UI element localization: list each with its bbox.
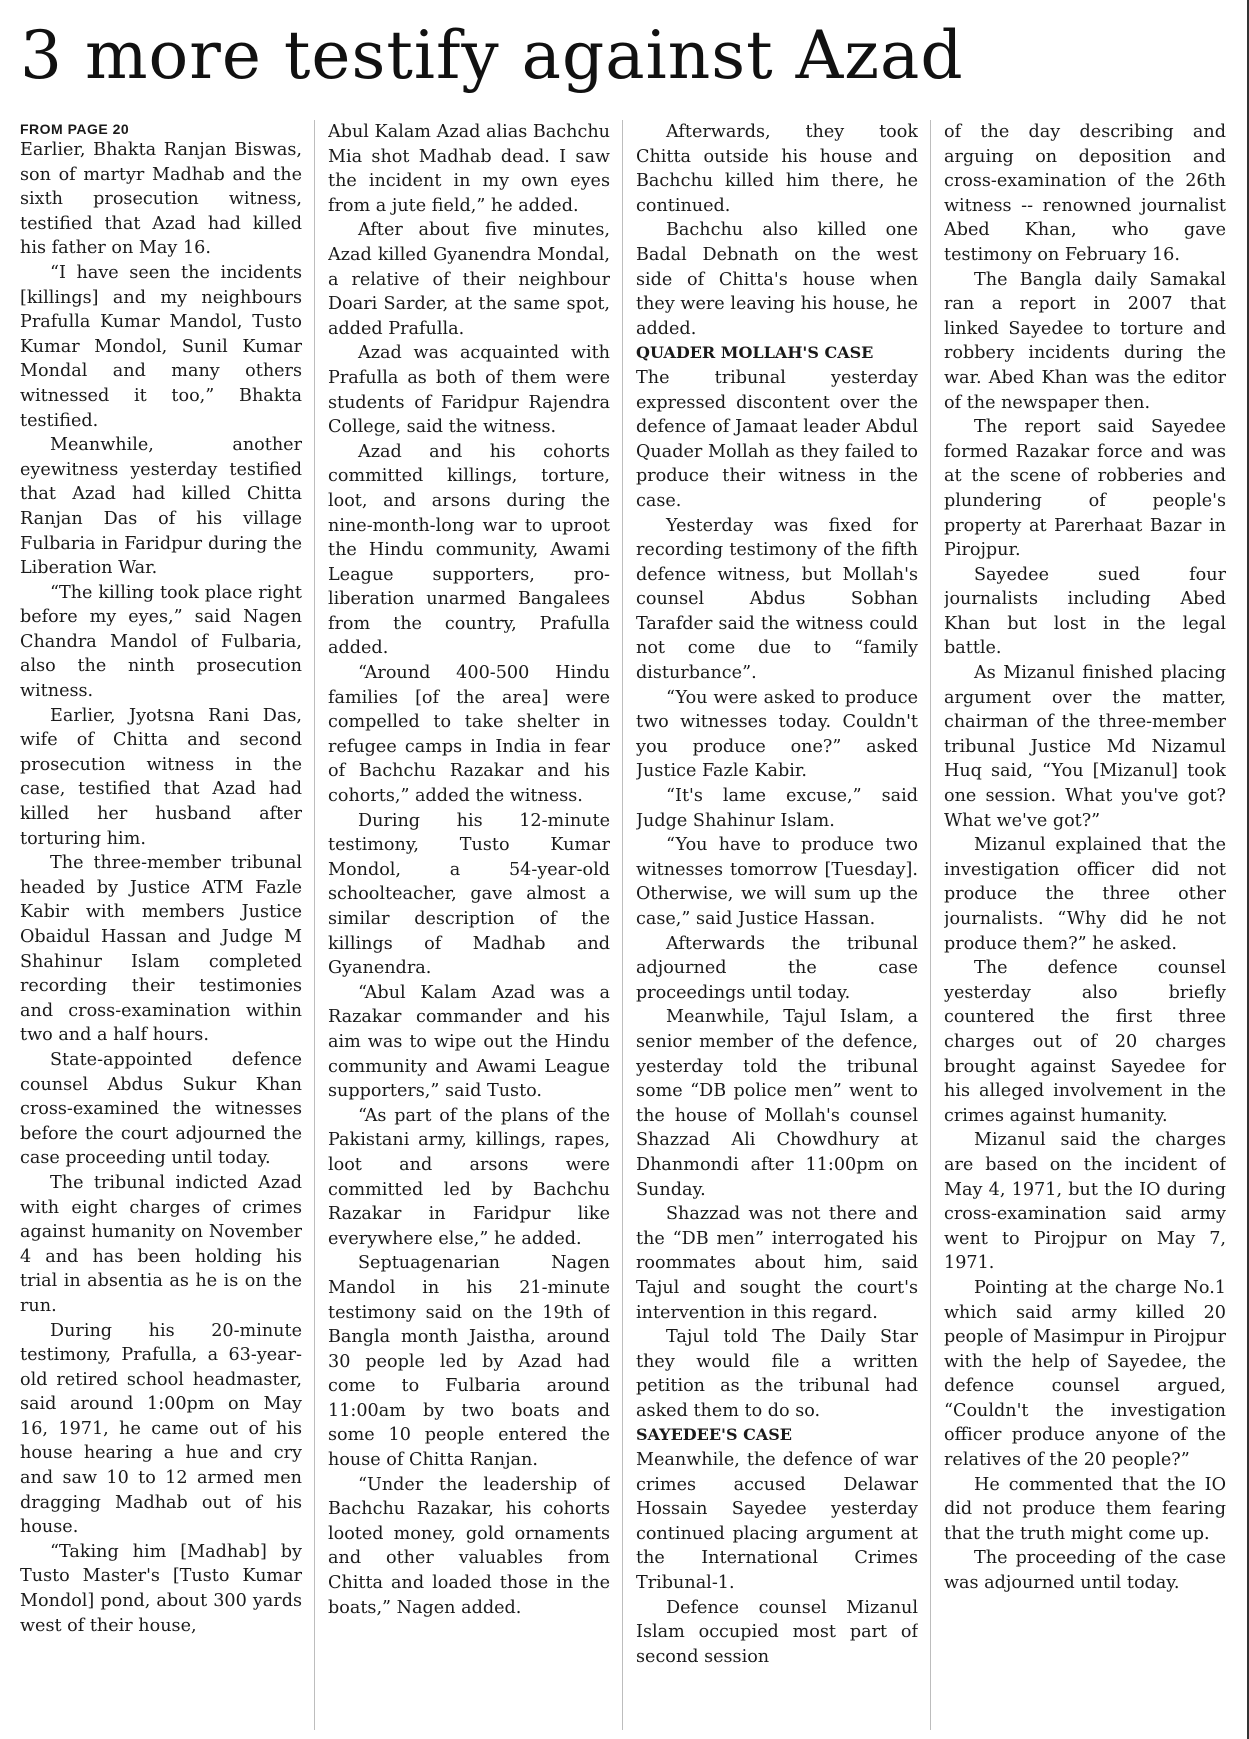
paragraph: “You have to produce two witnesses tomorrow [Tuesday]. Otherwise, we will sum up the case,” said Justice Hassan. (636, 835, 918, 929)
continuation-kicker: FROM PAGE 20 (20, 121, 130, 137)
article-column-1 (20, 120, 302, 1730)
paragraph: State-appointed defence counsel Abdus Sukur Khan cross-examined the witnesses before the court adjourned the case proceeding until today. (20, 1049, 302, 1169)
column-rule (622, 120, 623, 1730)
article-column-2 (328, 120, 610, 1730)
article-column-3 (636, 120, 918, 1730)
paragraph: “I have seen the incidents [killings] and my neighbours Prafulla Kumar Mandol, Tusto Kumar Mondol, Sunil Kumar Mondal and many others witnessed it too,” Bhakta testified. (20, 262, 302, 431)
paragraph: Meanwhile, another eyewitness yesterday testified that Azad had killed Chitta Ranjan Das of his village Fulbaria in Faridpur during the Liberation War. (20, 435, 302, 579)
paragraph: Yesterday was fixed for recording testimony of the fifth defence witness, but Mollah's counsel Abdus Sobhan Tarafder said the witness could not come due to “family disturbance”. (636, 515, 918, 684)
paragraph: Bachchu also killed one Badal Debnath on the west side of Chitta's house when they were leaving his house, he added. (636, 220, 918, 339)
paragraph: of the day describing and arguing on deposition and cross-examination of the 26th witness -- renowned journalist Abed Khan, who gave testimony on February 16. (944, 122, 1226, 265)
paragraph: Mizanul explained that the investigation officer did not produce the three other journalists. “Why did he not produce them?” he asked. (944, 835, 1226, 954)
paragraph: Azad and his cohorts committed killings, torture, loot, and arsons during the nine-month-long war to uproot the Hindu community, Awami League supporters, pro-liberation unarmed Bangalees from the country, Prafulla added. (328, 441, 610, 659)
paragraph: He commented that the IO did not produce them fearing that the truth might come up. (944, 1474, 1226, 1544)
paragraph: “As part of the plans of the Pakistani army, killings, rapes, loot and arsons were committed led by Bachchu Razakar in Faridpur like everywhere else,” he added. (328, 1105, 610, 1249)
paragraph: Earlier, Bhakta Ranjan Biswas, son of martyr Madhab and the sixth prosecution witness, testified that Azad had killed his father on May 16. (20, 140, 302, 259)
subhead-quader-mollah: QUADER MOLLAH'S CASE (636, 343, 874, 363)
paragraph: Tajul told The Daily Star they would file a written petition as the tribunal had asked them to do so. (636, 1327, 918, 1421)
paragraph: The proceeding of the case was adjourned until today. (944, 1548, 1226, 1594)
paragraph: The three-member tribunal headed by Justice ATM Fazle Kabir with members Justice Obaidul Hassan and Judge M Shahinur Islam completed recording their testimonies and cross-examination within two and a half hours. (20, 853, 302, 1046)
paragraph: “Abul Kalam Azad was a Razakar commander and his aim was to wipe out the Hindu community and Awami League supporters,” said Tusto. (328, 982, 610, 1102)
paragraph: The Bangla daily Samakal ran a report in 2007 that linked Sayedee to torture and robbery incidents during the war. Abed Khan was the editor of the newspaper then. (944, 269, 1226, 413)
paragraph: Sayedee sued four journalists including Abed Khan but lost in the legal battle. (944, 564, 1226, 659)
paragraph: “The killing took place right before my eyes,” said Nagen Chandra Mandol of Fulbaria, also the ninth prosecution witness. (20, 582, 302, 702)
paragraph: Azad was acquainted with Prafulla as both of them were students of Faridpur Rajendra College, said the witness. (328, 343, 610, 438)
paragraph: Septuagenarian Nagen Mandol in his 21-minute testimony said on the 19th of Bangla month Jaistha, around 30 people led by Azad had come to Fulbaria around 11:00am by two boats and some 10 people entered the house of Chitta Ranjan. (328, 1253, 610, 1471)
paragraph: “Taking him [Madhab] by Tusto Master's [Tusto Kumar Mondol] pond, about 300 yards west of their house, (20, 1541, 302, 1636)
paragraph: Afterwards, they took Chitta outside his house and Bachchu killed him there, he continued. (636, 122, 918, 216)
paragraph: During his 12-minute testimony, Tusto Kumar Mondol, a 54-year-old schoolteacher, gave almost a similar description of the killings of Madhab and Gyanendra. (328, 810, 610, 979)
paragraph: The defence counsel yesterday also briefly countered the first three charges out of 20 charges brought against Sayedee for his alleged involvement in the crimes against humanity. (944, 958, 1226, 1126)
column-rule (930, 120, 931, 1730)
column-rule (314, 120, 315, 1730)
paragraph: The tribunal yesterday expressed discontent over the defence of Jamaat leader Abdul Quader Mollah as they failed to produce their witness in the case. (636, 367, 918, 511)
paragraph: “It's lame excuse,” said Judge Shahinur Islam. (636, 786, 918, 831)
paragraph: Earlier, Jyotsna Rani Das, wife of Chitta and second prosecution witness in the case, testified that Azad had killed her husband after torturing him. (20, 705, 302, 849)
headline: 3 more testify against Azad (20, 17, 964, 94)
paragraph: “Around 400-500 Hindu families [of the area] were compelled to take shelter in refugee camps in India in fear of Bachchu Razakar and his cohorts,” added the witness. (328, 663, 610, 807)
paragraph: Meanwhile, Tajul Islam, a senior member of the defence, yesterday told the tribunal some “DB police men” went to the house of Mollah's counsel Shazzad Ali Chowdhury at Dhanmondi after 11:00pm on Sunday. (636, 1007, 918, 1200)
subhead-sayedee: SAYEDEE'S CASE (636, 1425, 792, 1445)
paragraph: The report said Sayedee formed Razakar force and was at the scene of robberies and plundering of people's property at Parerhaat Bazar in Pirojpur. (944, 417, 1226, 561)
paragraph: “Under the leadership of Bachchu Razakar, his cohorts looted money, gold ornaments and other valuables from Chitta and loaded those in the boats,” Nagen added. (328, 1474, 610, 1618)
paragraph: Mizanul said the charges are based on the incident of May 4, 1971, but the IO during cross-examination said army went to Pirojpur on May 7, 1971. (944, 1130, 1226, 1274)
paragraph: As Mizanul finished placing argument over the matter, chairman of the three-member tribunal Justice Md Nizamul Huq said, “You [Mizanul] took one session. What you've got? What we've got?” (944, 663, 1226, 831)
paragraph: Shazzad was not there and the “DB men” interrogated his roommates about him, said Tajul and sought the court's intervention in this regard. (636, 1204, 918, 1323)
paragraph: During his 20-minute testimony, Prafulla, a 63-year-old retired school headmaster, said around 1:00pm on May 16, 1971, he came out of his house hearing a hue and cry and saw 10 to 12 armed men dragging Madhab out of his house. (20, 1320, 302, 1538)
paragraph: The tribunal indicted Azad with eight charges of crimes against humanity on November 4 and has been holding his trial in absentia as he is on the run. (20, 1172, 302, 1316)
paragraph: Meanwhile, the defence of war crimes accused Delawar Hossain Sayedee yesterday continued placing argument at the International Crimes Tribunal-1. (636, 1450, 918, 1594)
paragraph: Defence counsel Mizanul Islam occupied most part of second session (636, 1597, 918, 1667)
paragraph: After about five minutes, Azad killed Gyanendra Mondal, a relative of their neighbour Doari Sarder, at the same spot, added Prafulla. (328, 220, 610, 339)
paragraph: Pointing at the charge No.1 which said army killed 20 people of Masimpur in Pirojpur with the help of Sayedee, the defence counsel argued, “Couldn't the investigation officer produce anyone of the relatives of the 20 people?” (944, 1277, 1226, 1471)
paragraph: Abul Kalam Azad alias Bachchu Mia shot Madhab dead. I saw the incident in my own eyes from a jute field,” he added. (328, 122, 610, 216)
paragraph: “You were asked to produce two witnesses today. Couldn't you produce one?” asked Justice Fazle Kabir. (636, 687, 918, 782)
paragraph: Afterwards the tribunal adjourned the case proceedings until today. (636, 933, 918, 1003)
article-column-4 (944, 120, 1226, 1730)
